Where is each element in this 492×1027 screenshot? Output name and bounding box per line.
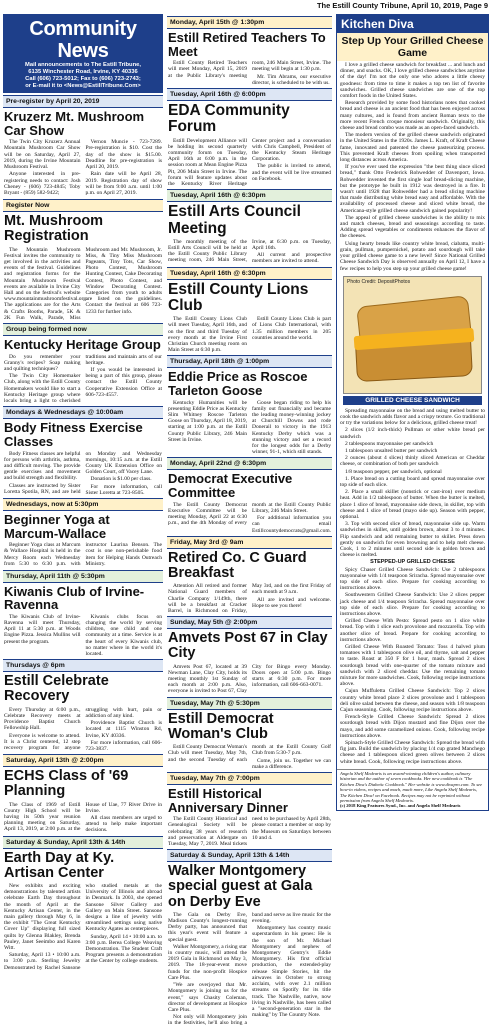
- recipe-line: The appeal of grilled cheese sandwiches is the ability to mix and match cheeses, bread and seasonings according to taste. Adding spread vegetables or condiments enhances the flavor of the cheeses.: [340, 214, 485, 240]
- article-paragraph: Everyone is welcome to attend. It is a Christ centered, 12 step recovery program for anyone struggling with hurt, pain or addiction of any kind.: [4, 706, 162, 751]
- article-body: [3, 451, 163, 496]
- article-body: [3, 883, 163, 971]
- article-paragraph: Rain date will be April 28, 2019. Registration day of show will be from 9:00 a.m. until 1:00 p.m. on April 27, 2019.: [85, 171, 162, 196]
- article-headline: Walker Montgomery special guest at Gala on Derby Eve: [168, 863, 313, 910]
- recipe-line: The modern version of the grilled cheese sandwich originated in the United States in the 1920s. James L. Kraft, of Kraft Cheese fame, innovated and patented the cheese pasteurizing process. This prevented Kraft cheeses from spoiling when transported long distances across America.: [340, 132, 485, 164]
- recipe-line: If you've ever used the expression "the best thing since sliced bread," thank Otto Frederick Rohwedder of Davenport, Iowa. Rohwedder invented the first single loaf bread-slicing machine, but the prototype he built in 1912 was destroyed in a fire. It wasn't until 1928 that Rohwedder had a bread slicing machine that made distributing white bread easy and affordable. With the availability of processed cheese and sliced white bread, the Americana-style grilled cheese sandwich gained popularity!: [340, 164, 485, 214]
- article-headline: Retired Co. C Guard Breakfast: [168, 549, 307, 581]
- article-paragraph: Walker Montgomery, a rising star in country music, will attend the 2019 Gala in Richmond on May 3, 2019. The 18-year-event move funds for the non-profit Hospice Care Plus.: [168, 943, 247, 981]
- article-body: [167, 583, 332, 614]
- copyright-line: (c) 2018 King Features Synd., Inc. and Angela Shelf Medearis: [340, 803, 461, 809]
- event-date-bar: Thursday, April 11th @ 5:30pm: [3, 570, 163, 583]
- article-body: [3, 354, 163, 405]
- event-date-bar: Thursday, April 18th @ 1:00pm: [167, 355, 332, 368]
- article-paragraph: The Mountain Mushroom Festival invites the community to get involved in the activities and events of the festival. Guidelines and registration forms for the Mountain Mushroom Festival events are available in Irvine City Hall and on the festival's website www.mountainmushroomfestival.org. The applications are for the Arts & Crafts Booths, Parade, 5K & 2K Fun Walk, Parade, Miss Mushroom and Mr. Mushroom, Jr. Miss, & Tiny Miss Mushroom Pageants, Tiny Tots, Car Show, Photo Contest, Mushroom Hunting Contest, Cake Decorating Contest, Photo Contest, and Window Decorating Contest. Categories from youth to adults are listed on the guidelines. Contact the festival at 606 723-1233 for further info.: [4, 246, 162, 321]
- article-paragraph: Estill County Democrat Woman's Club will meet Tuesday, May 7th, and the second Tuesday of each month at the Estill County Golf Club from 5:30-7 p.m.: [168, 744, 331, 763]
- recipe-line: Spicy Chaser Grilled Cheese Sandwich: Use 2 tablespoons mayonnaise with 1/4 teaspoon Sriracha. Spread mayonnaise over top side of each slice. Prepare for cooking according to instructions above.: [340, 566, 485, 592]
- article-paragraph: Sunday, April 14 • 10:00 a.m. to 3:00 p.m. Berea College Weaving Demonstration. The Student Craft Program presents a demonstration at the Center by college students.: [85, 933, 162, 965]
- recipe: [337, 407, 488, 767]
- recipe-line: I love a grilled cheese sandwich for breakfast ... and lunch and dinner, and snacks. OK, I love grilled cheese sandwiches anytime of the day! I'm not the only one who adores a little cheesy goodness: from time to time it makes a top ten list of favorite sandwiches. Grilled cheese sandwiches are one of the top comfort foods in the United States.: [340, 62, 485, 100]
- article-headline: Kentucky Heritage Group: [4, 336, 161, 352]
- author-bio-text: Angela Shelf Medearis is an award-winning children's author, culinary historian and the author of seven cookbooks. Her new cookbook is "The Kitchen Diva's Diabetic Cookbook." Her website is www.divapro.com. To see how-to videos, recipes and much, much more, Like Angela Shelf Medearis, The Kitchen Diva! on Facebook. Recipes may not be reprinted without permission from Angela Shelf Medearis.: [340, 770, 483, 803]
- column-community: [3, 14, 163, 971]
- article-paragraph: The Gala on Derby Eve, Madison County's longest-running Derby party, has announced that this year's event will feature a special guest.: [168, 911, 247, 943]
- article-paragraph: Kiwanis clubs focus on changing the world by serving children, one child and one community at a time. Service is at the heart of every Kiwanis club, no matter where in the world it's located.: [85, 613, 162, 658]
- event-date-bar: Monday, April 15th @ 1:30pm: [167, 16, 332, 29]
- article-body: [3, 707, 163, 752]
- recipe-line: Research provided by some food historians notes that cooked bread and cheese is an ancient food that has been enjoyed across many cultures, and is found from ancient Roman texts to the more recent French croque monsieur sandwich. Originally, this cheese and bread combo was made as an open-faced sandwich.: [340, 100, 485, 132]
- article-paragraph: Amvets Post 67, located at 39 Newman Lane, Clay City, holds its meeting monthly 1st Sunday of each month at 2:00 p.m. Also, everyone is invited to Post 67, Clay City for Bingo every Monday. Doors open at 5:00 p.m. Bingo starts at 6:30 p.m. For more information, call 606-663-0071.: [168, 663, 331, 695]
- recipe-line: 2 ounces (about 4 slices) thinly sliced American or Cheddar cheese, or combination of both per sandwich: [340, 455, 485, 468]
- article-body: [167, 138, 332, 188]
- page-header: The Estill County Tribune, April 10, 2019, Page 9: [316, 1, 488, 10]
- grilled-cheese-photo: [343, 276, 482, 394]
- kitchen-diva-body: [337, 61, 488, 274]
- article-headline: Amvets Post 67 in Clay City: [168, 630, 328, 662]
- article-body: [167, 664, 332, 695]
- article-body: [167, 744, 332, 770]
- article-paragraph: The Kiwanis Club of Irvine-Ravenna will meet Thursday, April 11 at 5:30 p.m. at Woods Engine Pizza. Jessica Mullins will present the program.: [4, 613, 81, 645]
- event-date-bar: Saturday & Sunday, April 13th & 14th: [167, 849, 332, 862]
- event-date-bar: Saturday & Sunday, April 13th & 14th: [3, 836, 163, 849]
- article-paragraph: Anyone interested in pre-registering needs to contact: Josh Cheney - (606) 723-4845; Toby Bryant - (859) 582-9422;: [4, 171, 81, 196]
- event-date-bar: Monday, April 22nd @ 6:30pm: [167, 457, 332, 470]
- article-paragraph: "We are overjoyed that Mr. Montgomery is joining us for the event," says Chasity Coleman, director of development at Hospice Care Plus.: [168, 982, 247, 1013]
- article-paragraph: All class members are urged to attend to help make important decisions.: [85, 814, 162, 834]
- article-paragraph: Goose began riding to help his family out financially and became the leading money-winning jockey at Churchill Downs and rode Donerail to victory in the 1913 Kentucky Derby which was a stunning victory and set a record for the longest odds for a Derby winner, 91-1, which still stands.: [252, 399, 331, 456]
- article-paragraph: New exhibits and exciting demonstrations by talented artists celebrate Earth Day throughout the month of April at the Kentucky Artisan Center, in the main gallery through May 6, in the exhibit "The Great Kentucky Cover Up" displaying full sized quilts by Glenna Blakley, Brenda Pauley, Janet Seeimbo and Karen Witt.: [4, 883, 81, 952]
- variation-list: [340, 567, 485, 765]
- event-date-bar: Pre-register by April 20, 2019: [3, 95, 163, 108]
- article-paragraph: Kentucky Humanities will be presenting Eddie Price as Kentucky Slim Whitney Roscoe Tarleton Goose on Thursday, April 18, 2019, starting at 1:00 p.m. at the Estill County Public Library, 246 Main Street in Irvine.: [168, 399, 247, 443]
- article-headline: Mt. Mushroom Registration: [4, 213, 104, 245]
- article-paragraph: Saturday, April 13 • 10:00 a.m. to 3:00 p.m. Sterling Jewelry Demonstrated by Rachel Sansone who studied metals at the University of Illinois and abroad in Denmark. In 2003, she opened Sansone Silver Gallery and Gallery on Main Street. Sansone designs a line of jewelry with streamlined settings using native Kentucky Agates as centerpieces.: [4, 883, 162, 971]
- article-paragraph: Estill County Retired Teachers will meet Monday, April 15, 2019 at the Public Library's meeting room, 246 Main Street, Irvine. The meeting will begin at 1:30 p.m.: [168, 60, 331, 79]
- recipe-line: 2. Place a small skillet (nonstick or cast-iron) over medium heat. Add in 1/2 tablespoon of butter. When the butter is melted, place 1 slice of bread, mayonnaise side down, in skillet, top with cheese and 1 slice of bread (mayo side up). Season with pepper, optional.: [340, 489, 485, 520]
- article-paragraph: Come, join us. Together we can make a difference.: [252, 757, 331, 770]
- kitchen-diva-title: Kitchen Diva: [337, 15, 488, 33]
- recipe-line: 2 slices (1/2 inch-thick) Pullman or other white bread per sandwich: [340, 427, 485, 440]
- article-body: [3, 247, 163, 321]
- article-body: [3, 614, 163, 657]
- article-headline: Earth Day at Ky. Artisan Center: [4, 849, 115, 881]
- step-list: [340, 476, 485, 559]
- article-headline: Beginner Yoga at Marcum-Wallace: [4, 511, 110, 541]
- event-date-bar: Tuesday, May 7th @ 5:30pm: [167, 697, 332, 710]
- article-headline: Democrat Executive Committee: [168, 471, 293, 501]
- recipe-line: Using hearty breads like country white bread, ciabatta, multi-grain, pullman, pumpernickel, potato and sourdough will take your grilled cheese game to a new level! Since National Grilled Cheese Sandwich Day is observed annually on April 12, I have a few recipes to help you step up your grilled cheese game!: [340, 240, 485, 272]
- photo-credit: Photo Credit: DepositPhotos: [347, 278, 411, 285]
- recipe-line: Grilled Cheese With Pesto: Spread pesto on 1 slice white bread. Top with 1 slice each provolone and mozzarella. Top with another slice of bread. Prepare for cooking according to instructions above.: [340, 618, 485, 643]
- column-kitchen-diva: [336, 14, 489, 930]
- article-paragraph: Vernon Muncie - 723-7289. Pre-registration is $10. Cost the day of the show is $15.00. Deadline for pre-registration is April 20, 2019.: [85, 139, 162, 171]
- article-paragraph: For additional information you can email Estillcountydemocrats@gmail.com.: [252, 515, 331, 534]
- article-paragraph: Body Fitness classes are helpful for persons with arthritis, asthma, and difficult moving. The provide gentle exercises and movement and build strength and flexibility.: [4, 450, 81, 482]
- event-date-bar: Thursdays @ 6pm: [3, 659, 163, 672]
- masthead-line: 6135 Winchester Road, Irvine, KY 40336: [28, 69, 138, 75]
- article-body: [167, 912, 332, 1027]
- article-body: [3, 139, 163, 197]
- recipe-line: Cajun Muffuletta Grilled Cheese Sandwich: Top 2 slices country white bread place 2 slices provolone and 1 tablespoon deli olive salad between the cheese, and season with 1/8 teaspoon Cajun seasoning. Cook, following recipe instructions above.: [340, 688, 485, 714]
- col1-articles: [3, 95, 163, 971]
- article-headline: Kruzerz Mt. Mushroom Car Show: [4, 109, 145, 138]
- author-bio: [337, 769, 488, 810]
- column-events: [167, 14, 332, 1027]
- event-date-bar: Tuesday, April 16th @ 6:00pm: [167, 88, 332, 101]
- article-paragraph: All current and prospective members are invited to attend.: [252, 252, 331, 265]
- article-headline: ECHS Class of '69 Planning: [4, 768, 129, 800]
- article-paragraph: Mr. Tim Abrams, our executive director, is scheduled to be with us.: [252, 73, 331, 86]
- ingredient-list: [340, 427, 485, 474]
- article-paragraph: For more information, call Sister Loretta at 723-8505.: [85, 483, 162, 496]
- article-paragraph: The Twin City Kruzerz Annual Mountain Mushroom Car Show will be on Saturday, April 27, 2019, during the Irvine Mountain Mushroom Festival.: [4, 139, 81, 171]
- article-headline: Estill County Lions Club: [168, 280, 309, 314]
- article-paragraph: Classes are instructed by Sister Loretta Spotila, RN, and are held on Monday and Wednesday mornings, 10:15 a.m. at the Estill County UK Extension Office on Golden Court, off Vacey Lane.: [4, 450, 162, 495]
- recipe-line: 1/8 teaspoon pepper, per sandwich, optional: [345, 468, 442, 475]
- article-paragraph: The public is invited to attend, and the event will be live streamed on Facebook.: [252, 163, 331, 182]
- article-body: [167, 502, 332, 534]
- article-paragraph: The Estill County Democrat Executive Committee will be meeting Monday, April 22 at 6:30 p.m., and the 4th Monday of every month at the Estill County Public Library, 246 Main Street.: [168, 501, 331, 527]
- kitchen-diva-box: [336, 14, 489, 811]
- article-paragraph: Estill Development Alliance will be holding its second quarterly community forum on Tuesday, April 16th at 6:00 p.m. in the session room at Mean Engine Pizza Pit, 206 Main Street in Irvine. The forum will feature updates about the Kentucky River Heritage Center project and a conversation with Chris Campbell, President of the Kentucky Steam Heritage Corporation.: [168, 137, 331, 188]
- article-paragraph: The Class of 1969 of Estill County High School will be having its 50th year reunion planning meeting on Saturday, April 13, 2019, at 2:00 p.m. at the House of Uae, 77 River Drive in Irvine.: [4, 801, 162, 833]
- event-date-bar: Tuesday, April 16th @ 6:30pm: [167, 267, 332, 280]
- recipe-line: French-Style Grilled Cheese Sandwich: Spread 2 slices sourdough bread with Dijon mustard and fine Dijon over the mayo, and add some caramelized onions. Cook, following recipe instructions above.: [340, 714, 485, 739]
- article-paragraph: Donation is $1.00 per class.: [90, 476, 152, 483]
- event-date-bar: Wednesdays, now at 5:30pm: [3, 498, 163, 511]
- article-headline: Estill Celebrate Recovery: [4, 673, 109, 705]
- article-paragraph: Providence Baptist Church is located at 1115 Winston Rd, Irvine, KY 40336.: [85, 720, 162, 739]
- recipe-line: Southwestern Grilled Cheese Sandwich: Use 2 slices pepper jack cheese and 1/4 teaspoon Sriracha. Spread mayonnaise over top side of each slice. Prepare for cooking according to instructions above.: [340, 592, 485, 617]
- article-paragraph: For more information, call 606-723-3837.: [85, 739, 162, 752]
- recipe-line: 1 tablespoon unsalted butter per sandwich: [345, 447, 438, 454]
- masthead-line: Mail announcements to The Estill Tribune,: [25, 62, 141, 68]
- masthead-line: or E-mail it to <News@EstillTribune.Com>: [25, 83, 141, 89]
- article-body: [3, 542, 163, 567]
- article-paragraph: Estill County Lions Club is part of Lions Club International, with 1.35 million members in 205 countries around the world.: [252, 316, 331, 341]
- article-paragraph: If you would be interested in being a part of this group, please contact the Estill County Cooperative Extension Office at 606-723-4557.: [85, 367, 162, 398]
- variations-title: STEPPED-UP GRILLED CHEESE: [370, 559, 455, 566]
- recipe-line: 3. Top with second slice of bread, mayonnaise side up. Warm sandwiches in skillet, until golden brown, about 3 to 4 minutes. Flip sandwich and add remaining butter to skillet. Press down gently on sandwich for even browning and to help melt cheese. Cook, 1 to 2 minutes until second side is golden brown and cheese is melted.: [340, 521, 485, 559]
- event-date-bar: Register Now: [3, 199, 163, 212]
- photo-caption: GRILLED CHEESE SANDWICH: [343, 396, 482, 405]
- article-paragraph: Montgomery has country music superstardom in his genes: He is the son of Mr. Michael Montgomery and nephew of Montgomery Gentry's Eddie Montgomery. His first official production, the extended-play release Simple Stories, hit the airwaves in October to strong acclaim, with over 2.1 million streams on Spotify for its title track. The Nashville, native, now living in Nashville, has been called a "second-generation star in the making" by The Country Note.: [252, 925, 331, 1019]
- recipe-line: 2 tablespoons mayonnaise per sandwich: [345, 440, 434, 447]
- article-body: [167, 60, 332, 86]
- event-date-bar: Friday, May 3rd @ 9am: [167, 536, 332, 549]
- masthead-line: Call (606) 723-5012; Fax to (606) 723-2743;: [25, 76, 141, 82]
- event-date-bar: Tuesday, April 16th @ 6:30pm: [167, 189, 332, 202]
- kitchen-diva-subtitle: Step Up Your Grilled Cheese Game: [337, 33, 488, 61]
- recipe-intro: Spreading mayonnaise on the bread and using melted butter to cook the sandwich adds flavor and a crispy texture. Go traditional or try the variations below for a delicious, grilled cheese treat!: [340, 407, 485, 427]
- article-paragraph: Not only will Montgomery join in the festivities, he'll also bring a band and serve as live music for the evening.: [168, 911, 331, 1027]
- article-headline: Estill Democrat Woman's Club: [168, 710, 274, 742]
- event-date-bar: Tuesday, May 7th @ 7:00pm: [167, 772, 332, 785]
- article-paragraph: The Estill County Lions Club will meet Tuesday, April 16th, and on the first and third Tuesday of every month at the Irvine First Christian Church meeting room on Main Street at 6:30 p.m.: [168, 316, 247, 354]
- article-paragraph: Beginner Yoga class at Marcum & Wallace Hospital is held in the Mercy Room each Wednesday from 5:30 to 6:30 p.m. with instructor Laurina Benson. The cost is one non-perishable food item for Helping Hands Outreach Ministry.: [4, 542, 162, 567]
- article-paragraph: The Estill County Historical and Genealogical Society will be celebrating 38 years of research and preservation at Aldergate on Tuesday, May 7, 2019. Meal tickets need to be purchased by April 28th, please contact a member or stop by the Museum on Saturdays between 10 and 4.: [168, 816, 331, 847]
- community-news-masthead: [3, 14, 163, 93]
- article-headline: Estill Historical Anniversary Dinner: [168, 785, 288, 815]
- article-headline: EDA Community Forum: [168, 102, 290, 136]
- article-paragraph: The Twin City Homemaker Club, along with the Estill County Homemakers would like to start a Kentucky Heritage group where locals bring a light to cherished traditions and maintain arts of our heritage.: [4, 353, 162, 405]
- event-date-bar: Sunday, May 5th @ 2:00pm: [167, 616, 332, 629]
- article-paragraph: Do you remember your Granny's recipes? Soap making and quilting techniques?: [4, 353, 81, 373]
- article-body: [3, 802, 163, 834]
- article-paragraph: The monthly meeting of the Estill Arts Council will be held at the Estill County Public Library meeting room, 246 Main Street, Irvine, at 6:30 p.m. on Tuesday, April 16th.: [168, 238, 331, 264]
- community-news-title: Community News: [29, 18, 137, 62]
- article-headline: Estill Retired Teachers To Meet: [168, 30, 326, 59]
- article-body: [167, 316, 332, 353]
- article-body: [167, 239, 332, 265]
- event-date-bar: Mondays & Wednesdays @ 10:00am: [3, 406, 163, 419]
- event-date-bar: Saturday, April 13th @ 2:00pm: [3, 754, 163, 767]
- col2-articles: [167, 16, 332, 1027]
- event-date-bar: Group being formed now: [3, 323, 163, 336]
- article-body: [167, 816, 332, 847]
- article-headline: Eddie Price as Roscoe Tarleton Goose: [168, 369, 308, 398]
- article-body: [167, 400, 332, 456]
- recipe-line: 1. Place bread on a cutting board and spread mayonnaise over top side of each slice.: [340, 475, 485, 488]
- article-paragraph: Every Thursday at 6:00 p.m., Celebrate Recovery meets at Providence Baptist Church Fellowship Hall.: [4, 706, 81, 732]
- article-headline: Estill Arts Council Meeting: [168, 203, 301, 237]
- recipe-line: Spinach-Style Grilled Cheese Sandwich: Spread the bread with fig jam. Build the sandwich by placing 1/4 cup grated Manchego cheese and 1 tablespoon sliced green olives between 2 slices white bread. Cook, following recipe instructions above.: [340, 740, 485, 765]
- article-headline: Kiwanis Club of Irvine-Ravenna: [4, 583, 145, 613]
- recipe-line: Grilled Cheese With Roasted Tomato: Toss 4 halved plum tomatoes with 1 tablespoon olive oil, and thyme, salt and pepper to taste. Roast at 350 F for 1 hour, mash. Spread 2 slices sourdough bread with one-quarter of the tomato mixture and sandwich with 2 sliced cheddar. Use the remaining tomato mixture for more sandwiches. Cook, following recipe instructions above.: [340, 644, 485, 688]
- article-headline: Body Fitness Exercise Classes: [4, 420, 143, 449]
- article-paragraph: Attention All retired and former National Guard members of Charlie Company 1/149th, there will be a breakfast at Cracker Barrel, in Richmond on Friday, May 3rd, and on the first Friday of each month at 9 a.m.: [168, 583, 331, 614]
- article-paragraph: All are invited and welcome. Hope to see you there!: [252, 596, 331, 609]
